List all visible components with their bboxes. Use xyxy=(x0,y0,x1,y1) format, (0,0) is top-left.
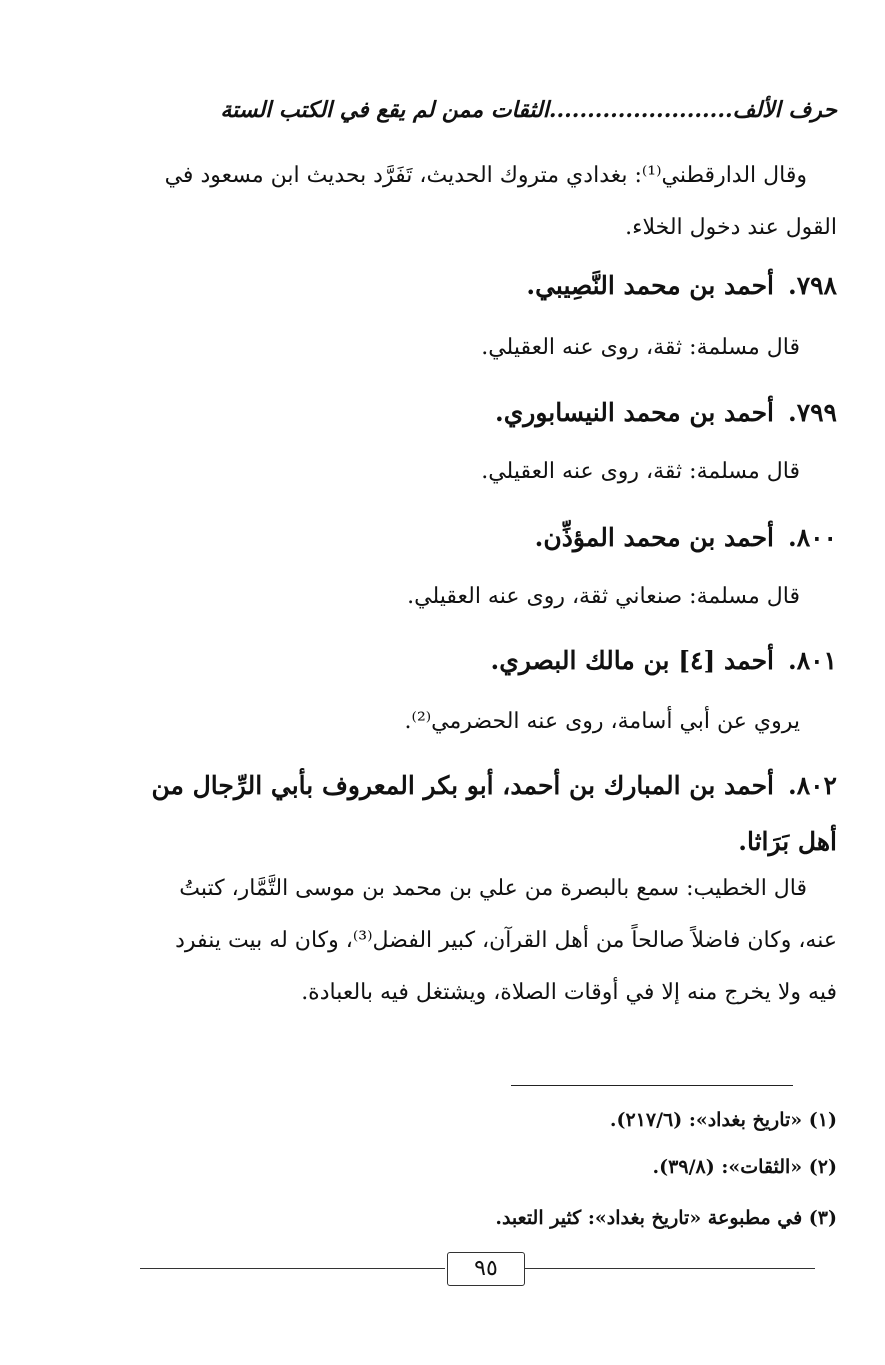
footer-rule-left xyxy=(140,1268,445,1269)
entry-name: أحمد بن محمد النَّصِيبي. xyxy=(526,271,774,300)
footnote-2: (٢) «الثقات»: (٣٩/٨). xyxy=(652,1156,837,1178)
running-header: حرف الألف........................الثقات ممن لم يقع في الكتب الستة xyxy=(220,97,837,123)
entry-number: ٨٠٢. xyxy=(787,771,837,800)
entry-name: أحمد بن المبارك بن أحمد، أبو بكر المعروف بأبي الرِّجال من أهل بَرَاثا. xyxy=(151,771,837,856)
footnote-3: (٣) في مطبوعة «تاريخ بغداد»: كثير التعبد. xyxy=(495,1207,837,1229)
page-number: ٩٥ xyxy=(447,1252,525,1286)
entry-body-800: قال مسلمة: صنعاني ثقة، روى عنه العقيلي. xyxy=(407,584,800,609)
entry-number: ٨٠١. xyxy=(787,646,837,675)
intro-paragraph: وقال الدارقطني⁽¹⁾: بغدادي متروك الحديث، تَفَرَّد بحديث ابن مسعود في القول عند دخول الخلاء. xyxy=(164,163,837,240)
entry-body-801: يروي عن أبي أسامة، روى عنه الحضرمي⁽²⁾. xyxy=(404,709,800,734)
entry-number: ٧٩٨. xyxy=(787,271,837,300)
khatib-paragraph: قال الخطيب: سمع بالبصرة من علي بن محمد بن موسى التَّمَّار، كتبتُ عنه، وكان فاضلاً صالحاً من أهل القرآن، كبير الفضل⁽³⁾، وكان له بيت ينفرد فيه ولا يخرج منه إلا في أوقات الصلاة، ويشتغل فيه بالعبادة. xyxy=(175,876,837,1005)
entry-name: أحمد بن محمد النيسابوري. xyxy=(495,398,774,427)
entry-body-798: قال مسلمة: ثقة، روى عنه العقيلي. xyxy=(481,335,800,360)
entry-body-799: قال مسلمة: ثقة، روى عنه العقيلي. xyxy=(481,459,800,484)
entry-heading-801 xyxy=(147,633,837,689)
entry-heading-802 xyxy=(147,758,837,870)
entry-heading-798 xyxy=(147,258,837,314)
entry-heading-799 xyxy=(147,385,837,441)
footnote-separator xyxy=(511,1085,793,1086)
entry-name: أحمد [٤] بن مالك البصري. xyxy=(490,646,774,675)
entry-number: ٧٩٩. xyxy=(787,398,837,427)
entry-name: أحمد بن محمد المؤذِّن. xyxy=(534,523,774,552)
footer-rule-right xyxy=(525,1268,815,1269)
footnote-1: (١) «تاريخ بغداد»: (٢١٧/٦). xyxy=(609,1109,837,1131)
entry-number: ٨٠٠. xyxy=(787,523,837,552)
entry-heading-800 xyxy=(147,510,837,566)
